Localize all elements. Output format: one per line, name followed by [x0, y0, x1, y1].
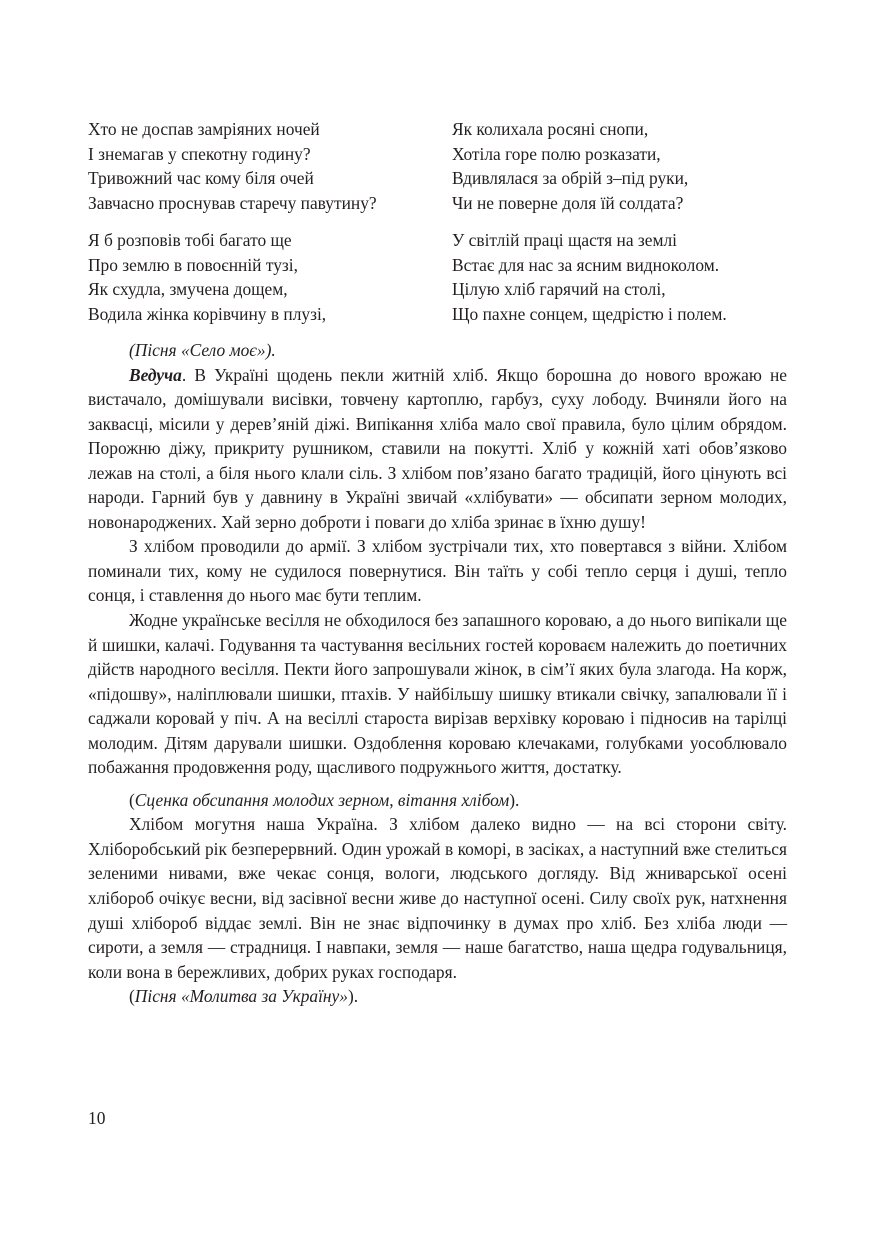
paren-open: ( — [129, 789, 135, 810]
stage-direction-song-2 — [88, 984, 787, 1009]
verse-line: Завчасно проснував старечу павутину? — [88, 192, 377, 213]
verse-line: Тривожний час кому біля очей — [88, 168, 314, 189]
paren-open: ( — [129, 986, 135, 1007]
poem — [88, 117, 787, 326]
verse-line: Вдивлялася за обрій з–під руки, — [452, 168, 689, 189]
page-number: 10 — [88, 1108, 106, 1128]
paren-close: ). — [509, 789, 520, 810]
stage-direction-text: (Пісня «Село моє»). — [129, 340, 276, 360]
verse-line: Чи не поверне доля їй солдата? — [452, 192, 684, 213]
verse-line: Цілую хліб гарячий на столі, — [452, 279, 666, 300]
verse-line: Хто не доспав замріяних ночей — [88, 119, 320, 139]
stage-direction-song-1 — [88, 338, 787, 363]
stage-direction-text: Сценка обсипання молодих зерном, вітання хлібом — [134, 789, 510, 810]
paragraph-wedding: Жодне українське весілля не обходилося без запашного короваю, а до нього випікали ще й шишки, калачі. Годування та частування весільних гостей короваєм належить до поетичних дійств народного весілля. Пекти його запрошували жінок, в сім’ї яких була злагода. На корж, «підошву», наліплювали шишки, птахів. У найбільшу шишку втикали свічку, запалювали її і саджали коровай у піч. А на весіллі староста вирізав верхівку короваю і підносив на тарілці молодим. Дітям дарували шишки. Оздоблення короваю клечаками, голубками уособлювало побажання продовження роду, щасливого подружнього життя, достатку. — [88, 610, 787, 778]
stanza-left-1 — [88, 117, 377, 215]
stanza-right-1 — [452, 117, 688, 215]
stanza-row-1 — [88, 117, 787, 215]
paren-close: ). — [347, 986, 359, 1007]
stanza-right-2 — [452, 228, 727, 326]
paragraph-host — [88, 363, 787, 535]
verse-line: Водила жінка корівчину в плузі, — [88, 303, 327, 324]
paragraph-ukraine: Хлібом могутня наша Україна. З хлібом далеко видно — на всі сторони світу. Хліборобський рік безперервний. Один урожай в коморі, в засіках, а наступний вже стелиться зеленими нивами, вже чекає сонця, вологи, людського догляду. Від жниварської осені хлібороб очікує весни, від засівної весни живе до наступної осені. Силу своїх рук, натхнення душі хлібороб віддає землі. Він не знає відпочинку в думах про хліб. Без хліба люди — сироти, а земля — страдниця. І навпаки, земля — наше багатство, наша щедра годувальниця, коли вона в бережливих, добрих руках господаря. — [88, 814, 787, 982]
verse-line: Хотіла горе полю розказати, — [452, 143, 661, 164]
paragraph-text: . В Україні щодень пекли житній хліб. Якщо борошна до нового врожаю не вистачало, домішували висівки, товчену картоплю, гарбуз, суху лободу. Вчиняли його на заквасці, місили у дерев’яній діжі. Випікання хліба мало свої правила, було цілим обрядом. Порожню діжу, прикриту рушником, ставили на покутті. Хліб у кожній хаті обов’язково лежав на столі, а біля нього клали сіль. З хлібом пов’язано багато традицій, його цінують всі народи. Гарний був у давнину в Україні звичай «хлібувати» — обсипати зерном молодих, новонароджених. Хай зерно доброти і поваги до хліба зринає в їхню душу! — [88, 364, 787, 532]
stanza-row-2 — [88, 228, 787, 326]
verse-line: Як схудла, змучена дощем, — [88, 279, 288, 300]
verse-line: У світлій праці щастя на землі — [452, 230, 677, 250]
verse-line: Що пахне сонцем, щедрістю і полем. — [452, 303, 727, 324]
stage-direction-text: Пісня «Молитва за Україну» — [134, 986, 348, 1007]
speaker-label: Ведуча — [129, 364, 182, 385]
prose-body — [88, 338, 787, 1009]
stage-direction-scene — [88, 788, 787, 813]
verse-line: І знемагав у спекотну годину? — [88, 143, 311, 164]
verse-line: Я б розповів тобі багато ще — [88, 230, 292, 250]
verse-line: Про землю в повоєнній тузі, — [88, 254, 298, 275]
stanza-left-2 — [88, 228, 326, 326]
paragraph-army: З хлібом проводили до армії. З хлібом зустрічали тих, хто повертався з війни. Хлібом поминали тих, кому не судилося повернутися. Він таїть у собі тепло серця і душі, тепло сонця, і ставлення до нього має бути теплим. — [88, 536, 787, 606]
verse-line: Як колихала росяні снопи, — [452, 119, 649, 139]
verse-line: Встає для нас за ясним видноколом. — [452, 254, 720, 275]
